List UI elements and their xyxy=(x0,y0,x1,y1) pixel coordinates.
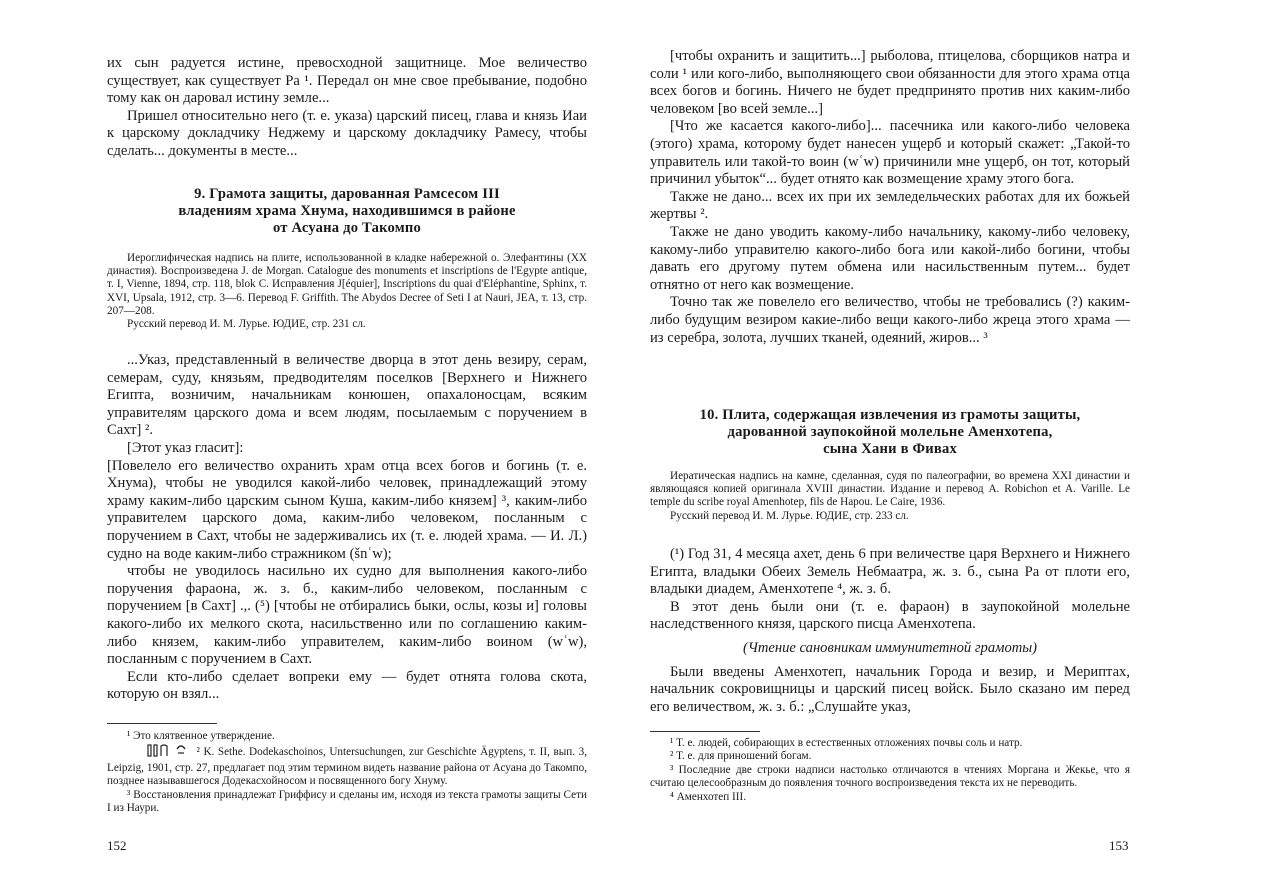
title-line: сына Хани в Фивах xyxy=(823,441,957,457)
right-footnotes xyxy=(650,737,1130,804)
hieroglyph-icon xyxy=(127,743,193,761)
footnote-text: ² K. Sethe. Dodekaschoinos, Untersuchungen, zur Geschichte Ägyptens, т. II, вып. 3, Leipzig, 1901, стр. 27, предлагает под этим термином видеть название района от Асуана до Такомпо, позднее называвшегося Додекасхойносом и посвященного богу Хнуму. xyxy=(107,746,587,788)
source-paragraph: Русский перевод И. М. Лурье. ЮДИЕ, стр. 231 сл. xyxy=(127,318,366,331)
paragraph: Также не дано... всех их при их земледельческих работах для их божьей жертвы ². xyxy=(650,188,1130,223)
source-paragraph: Русский перевод И. М. Лурье. ЮДИЕ, стр. 233 сл. xyxy=(670,509,909,522)
paragraph: Также не дано уводить какому-либо начальнику, какому-либо человеку, какому-либо управителю какого-либо бога или какой-либо богини, чтобы давать его другому путем обмена или насильственным путем... будет отнятно от него как возмещение. xyxy=(650,223,1130,293)
paragraph: [Повелело его величество охранить храм отца всех богов и богинь (т. е. Хнума), чтобы не уводился какой-либо человек, принадлежащий этому храму каким-либо царским сыном Куша, каким-либо князем] ³, каким-либо управителем царского дома, каким-либо человеком, посланным с поручением в Сахт, чтобы не задерживались их (т. е. людей храма. — И. Л.) судно на воде каким-либо стражником (šnʿw); xyxy=(107,457,587,562)
paragraph: их сын радуется истине, превосходной защитнице. Мое величество существует, как существует Ра ¹. Передал он мне свое пребывание, подобно тому как он даровал истину земле... xyxy=(107,55,587,107)
source-paragraph: Иератическая надпись на камне, сделанная, судя по палеографии, во времена XXI династии и являющаяся копией оригинала XVIII династии. Издание и перевод A. Robichon et A. Varille. Le temple du scribe royal Amenhotep, fils de Hapou. Le Caire, 1936. xyxy=(650,470,1130,509)
paragraph: В этот день были они (т. е. фараон) в заупокойной молельне наследственного князя, царского писца Аменхотепа. xyxy=(650,598,1130,633)
subheading: (Чтение сановникам иммунитетной грамоты) xyxy=(742,639,1038,656)
page-number: 152 xyxy=(107,838,127,853)
footnote: ³ Восстановления принадлежат Гриффису и сделаны им, исходя из текста грамоты защиты Сети I из Наури. xyxy=(107,788,587,815)
title-line: 9. Грамота защиты, дарованная Рамсесом III xyxy=(194,186,500,202)
left-top-text xyxy=(107,55,587,161)
left-footnotes xyxy=(107,730,587,815)
left-page xyxy=(0,0,631,893)
section-9-title xyxy=(107,186,587,237)
paragraph: Точно так же повелело его величество, чтобы не требовались (?) каким-либо будущим везиром какие-либо вещи какого-либо жреца этого храма — из серебра, золота, лучших тканей, одеяний, жиров... ³ xyxy=(650,294,1130,346)
section-10-body xyxy=(650,546,1130,716)
paragraph: (¹) Год 31, 4 месяца ахет, день 6 при величестве царя Верхнего и Нижнего Египта, владыки Обеих Земель Небмаатра, ж. з. б., сына Ра от плоти его, владыки диадем, Аменхотепе ⁴, ж. з. б. xyxy=(650,546,1130,598)
paragraph: [Этот указ гласит]: xyxy=(127,439,244,456)
footnote-rule xyxy=(107,723,217,724)
paragraph: Если кто-либо сделает вопреки ему — будет отнята голова скота, которую он взял... xyxy=(107,668,587,703)
paragraph: чтобы не уводилось насильно их судно для выполнения какого-либо поручения фараона, ж. з. б., каким-либо человеком, посланным с поручением [в Сахт] .,. (⁵) [чтобы не отбирались быки, ослы, козы и] головы какого-либо их мелкого скота, насильственно или по соглашению каким-либо князем, каким-либо управителем, каким-либо воином (wʿw), посланным с поручением в Сахт. xyxy=(107,563,587,668)
footnote: ³ Последние две строки надписи настолько отличаются в чтениях Моргана и Жекье, что я считаю целесообразным до появления точного воспроизведения текста их не переводить. xyxy=(650,763,1130,790)
page-number: 153 xyxy=(1109,838,1129,853)
section-9-source xyxy=(107,252,587,331)
right-top-text xyxy=(650,48,1130,347)
paragraph: ...Указ, представленный в величестве дворца в этот день везиру, серам, семерам, суду, князьям, предводителям поселков [Верхнего и Нижнего Египта, возничим, начальникам конюшен, опахалоносцам, всяким управителям царского дома и всем людям, посылаемым с поручением в Сахт] ². xyxy=(107,352,587,439)
section-10-source xyxy=(650,470,1130,523)
footnote-rule xyxy=(650,731,760,732)
footnote: ¹ Это клятвенное утверждение. xyxy=(127,730,275,742)
paragraph: Пришел относительно него (т. е. указа) царский писец, глава и князь Иаи к царскому докладчику Неджему и царскому докладчику Рамесу, чтобы сделать... документы в месте... xyxy=(107,107,587,159)
section-9-body xyxy=(107,352,587,704)
right-page xyxy=(631,0,1263,893)
title-line: дарованной заупокойной молельне Аменхотепа, xyxy=(727,424,1053,440)
footnote: ² Т. е. для приношений богам. xyxy=(670,750,812,763)
paragraph: Были введены Аменхотеп, начальник Города и везир, и Мериптах, начальник сокровищницы и царский писец войск. Было сказано им перед его величеством, ж. з. б.: „Слушайте указ, xyxy=(650,663,1130,715)
section-10-title xyxy=(650,407,1130,458)
paragraph: [Что же касается какого-либо]... пасечника или какого-либо человека (этого) храма, которому будет нанесен ущерб и который скажет: „Такой-то управитель или такой-то воин (wʿw) причинили мне ущерб, он тот, который причинил убыток“... будет отнято как возмещение храму этого бога. xyxy=(650,118,1130,188)
footnote: ¹ Т. е. людей, собирающих в естественных отложениях почвы соль и натр. xyxy=(670,737,1023,749)
title-line: от Асуана до Такомпо xyxy=(272,220,421,236)
paragraph: [чтобы охранить и защитить...] рыболова, птицелова, сборщиков натра и соли ¹ или кого-либо, выполняющего свои обязанности для этого храма отца всех богов и богинь. Ничего не будет предпринято против них каким-либо человеком [во всей земле...] xyxy=(650,48,1130,117)
title-line: 10. Плита, содержащая извлечения из грамоты защиты, xyxy=(699,407,1081,423)
footnote: ⁴ Аменхотеп III. xyxy=(670,790,747,803)
source-paragraph: Иероглифическая надпись на плите, использованной в кладке набережной о. Элефантины (XX династия). Воспроизведена J. de Morgan. Catalogue des monuments et inscriptions de l'Egypte antique, т. I, Vienne, 1894, стр. 118, blok C. Исправления J[équier], Inscriptions du quai d'Eléphantine, Sphinx, т. XVI, Upsala, 1912, стр. 3—6. Перевод F. Griffith. The Abydos Decree of Seti I at Nauri, JEA, т. 13, стр. 207—208. xyxy=(107,252,587,317)
title-line: владениям храма Хнума, находившимся в районе xyxy=(178,203,516,219)
footnote xyxy=(107,743,587,788)
